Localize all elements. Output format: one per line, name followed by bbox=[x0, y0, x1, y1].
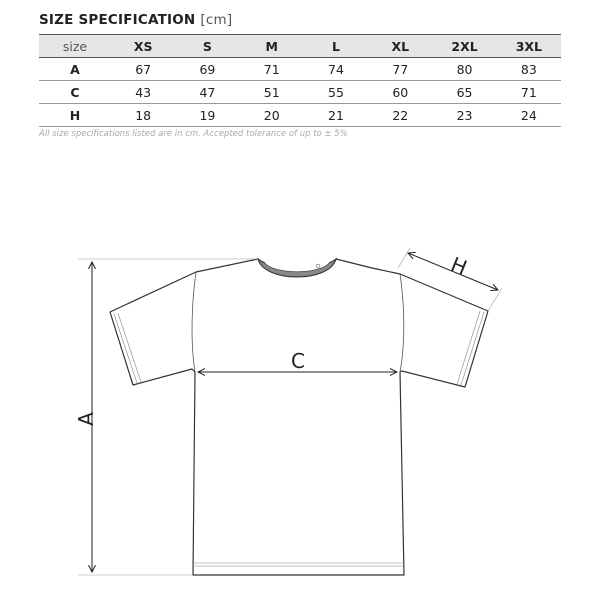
label-h: H bbox=[447, 252, 471, 280]
header-cell-s: S bbox=[175, 35, 239, 58]
table-cell: 43 bbox=[111, 81, 175, 104]
table-cell: 65 bbox=[432, 81, 496, 104]
tolerance-note: All size specifications listed are in cm. Accepted tolerance of up to ± 5% bbox=[39, 129, 348, 139]
table-cell: 69 bbox=[175, 58, 239, 81]
header-cell-2xl: 2XL bbox=[432, 35, 496, 58]
title-unit: [cm] bbox=[200, 12, 233, 28]
row-label: H bbox=[39, 104, 111, 127]
table-cell: 47 bbox=[175, 81, 239, 104]
row-label: C bbox=[39, 81, 111, 104]
table-cell: 21 bbox=[304, 104, 368, 127]
h-guide-top bbox=[398, 248, 410, 268]
header-cell-3xl: 3XL bbox=[497, 35, 561, 58]
table-cell: 55 bbox=[304, 81, 368, 104]
table-cell: 71 bbox=[240, 58, 304, 81]
table-cell: 60 bbox=[368, 81, 432, 104]
header-cell-m: M bbox=[240, 35, 304, 58]
header-cell-size: size bbox=[39, 35, 111, 58]
table-cell: 67 bbox=[111, 58, 175, 81]
table-cell: 20 bbox=[240, 104, 304, 127]
table-cell: 22 bbox=[368, 104, 432, 127]
header-cell-xl: XL bbox=[368, 35, 432, 58]
table-cell: 19 bbox=[175, 104, 239, 127]
table-cell: 51 bbox=[240, 81, 304, 104]
title-text: SIZE SPECIFICATION bbox=[39, 12, 196, 28]
table-cell: 74 bbox=[304, 58, 368, 81]
header-cell-l: L bbox=[304, 35, 368, 58]
table-cell: 77 bbox=[368, 58, 432, 81]
label-c: C bbox=[291, 349, 305, 373]
header-cell-xs: XS bbox=[111, 35, 175, 58]
table-cell: 24 bbox=[497, 104, 561, 127]
label-a: A bbox=[74, 412, 98, 426]
table-cell: 83 bbox=[497, 58, 561, 81]
tshirt-outline bbox=[110, 259, 488, 575]
table-cell: 80 bbox=[432, 58, 496, 81]
row-label: A bbox=[39, 58, 111, 81]
table-cell: 71 bbox=[497, 81, 561, 104]
table-cell: 23 bbox=[432, 104, 496, 127]
table-cell: 18 bbox=[111, 104, 175, 127]
h-guide-bottom bbox=[488, 288, 502, 311]
